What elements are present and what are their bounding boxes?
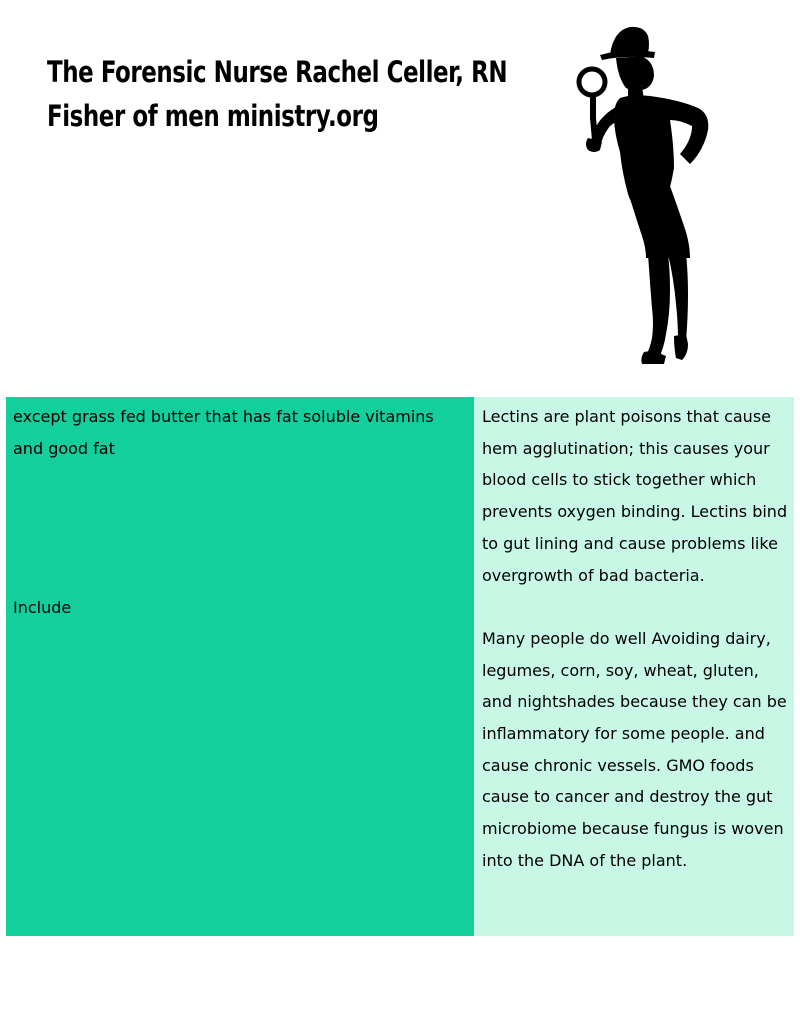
left-column-text: except grass fed butter that has fat soluble vitamins and good fat <box>13 407 434 458</box>
page-title <box>47 50 508 138</box>
info-table <box>6 397 794 936</box>
title-line-2: Fisher of men ministry.org <box>47 99 379 133</box>
right-column <box>474 397 794 936</box>
include-label: Include <box>13 598 72 617</box>
left-column <box>6 397 474 936</box>
title-line-1: The Forensic Nurse Rachel Celler, RN <box>47 55 508 89</box>
paragraph-spacer <box>482 591 788 623</box>
detective-woman-silhouette-icon <box>570 22 745 372</box>
lectins-paragraph: Lectins are plant poisons that cause hem agglutination; this causes your blood cells to stick together which prevents oxygen binding. Lectins bind to gut lining and cause problems like overgrowth of bad bacteria. <box>482 407 788 585</box>
avoid-foods-paragraph: Many people do well Avoiding dairy, legumes, corn, soy, wheat, gluten, and nightshades because they can be inflammatory for some people. and cause chronic vessels. GMO foods cause to cancer and destroy the gut microbiome because fungus is woven into the DNA of the plant. <box>482 628 787 870</box>
